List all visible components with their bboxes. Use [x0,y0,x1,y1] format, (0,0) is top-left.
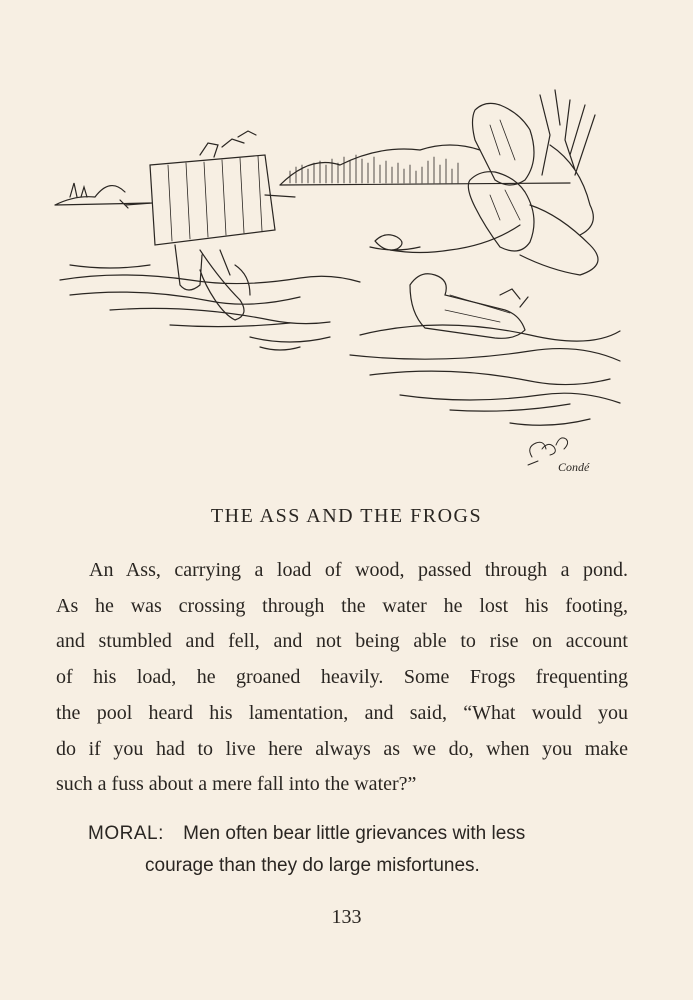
fable-line: An Ass, carrying a load of wood, passed through a pond. [89,559,628,581]
fable-title: THE ASS AND THE FROGS [210,505,483,527]
moral [88,818,628,882]
fable-line: do if you had to live here always as we do, when you make [56,737,628,760]
page-number: 133 [331,906,362,928]
artist-signature: Condé [558,460,590,474]
fable-illustration [50,85,640,475]
moral-label: MORAL: [88,823,164,844]
fable-line: As he was crossing through the water he lost his footing, [56,594,628,617]
fable-line: such a fuss about a mere fall into the water?” [56,773,417,796]
fable-line: and stumbled and fell, and not being able to rise on account [56,630,628,653]
fable-line: the pool heard his lamentation, and said, “What would you [56,701,628,724]
moral-text-line-1: Men often bear little grievances with less [183,823,526,844]
fable-line: of his load, he groaned heavily. Some Frogs frequenting [56,666,628,689]
moral-text-line-2: courage than they do large misfortunes. [145,855,480,876]
fable-text [56,553,628,803]
